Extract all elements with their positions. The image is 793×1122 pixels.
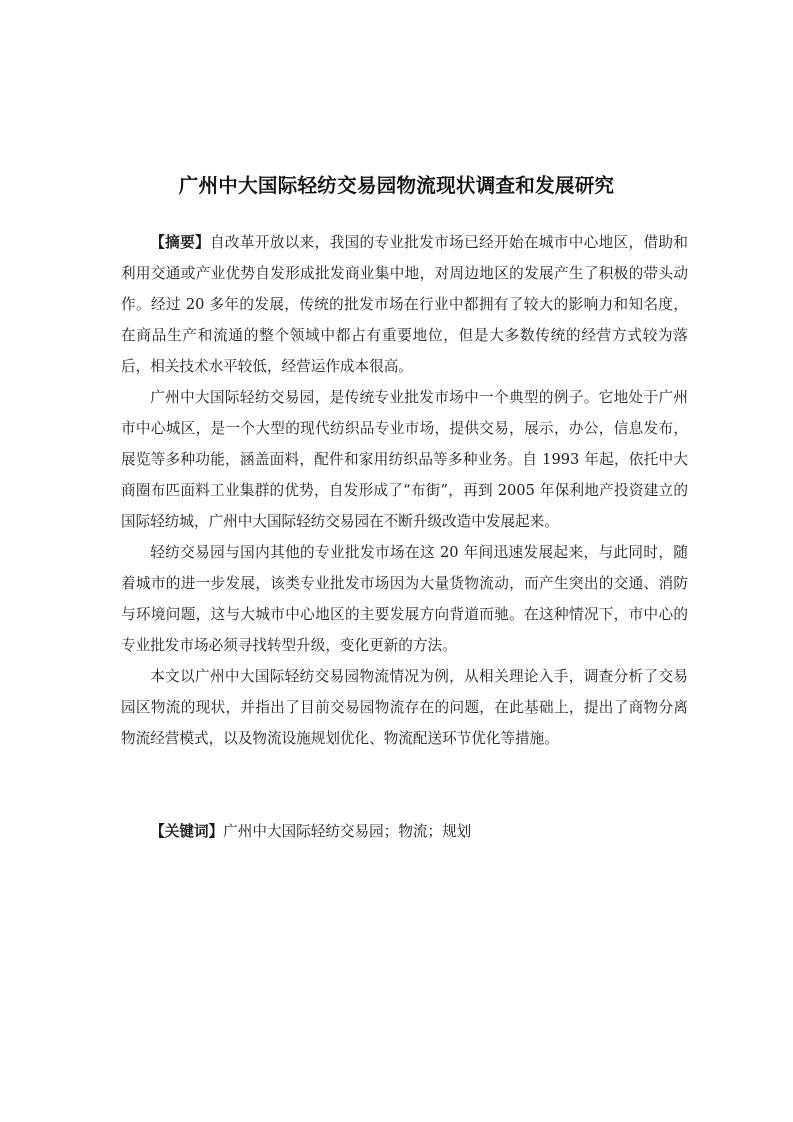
body-paragraph-3: 本文以广州中大国际轻纺交易园物流情况为例，从相关理论入手，调查分析了交易园区物流的现状，并指出了目前交易园物流存在的问题，在此基础上，提出了商物分离物流经营模式，以及物流设施规划优化、物流配送环节优化等措施。	[121, 668, 688, 747]
abstract-label: 【摘要】	[150, 234, 210, 251]
page-title: 广州中大国际轻纺交易园物流现状调查和发展研究	[178, 174, 615, 197]
abstract-paragraph	[121, 227, 688, 382]
keywords-line	[121, 818, 688, 846]
abstract-text: 自改革开放以来，我国的专业批发市场已经开始在城市中心地区，借助和利用交通或产业优势自发形成批发商业集中地，对周边地区的发展产生了积极的带头动作。经过 20 多年的发展，传统的批发市场在行业中都拥有了较大的影响力和知名度，在商品生产和流通的整个领域中都占有重要地位，但是大多数传统的经营方式较为落后，相关技术水平较低，经营运作成本很高。	[121, 234, 688, 375]
body-paragraph-2: 轻纺交易园与国内其他的专业批发市场在这 20 年间迅速发展起来，与此同时，随着城市的进一步发展，该类专业批发市场因为大量货物流动，而产生突出的交通、消防与环境问题，这与大城市中心地区的主要发展方向背道而驰。在这种情况下，市中心的专业批发市场必须寻找转型升级，变化更新的方法。	[121, 544, 688, 654]
keywords-label: 【关键词】	[150, 823, 224, 840]
body-paragraph-1: 广州中大国际轻纺交易园，是传统专业批发市场中一个典型的例子。它地处于广州市中心城区，是一个大型的现代纺织品专业市场，提供交易，展示，办公，信息发布，展览等多种功能，涵盖面料，配件和家用纺织品等多种业务。自 1993 年起，依托中大商圈布匹面料工业集群的优势，自发形成了“布街”，再到 2005 年保利地产投资建立的国际轻纺城，广州中大国际轻纺交易园在不断升级改造中发展起来。	[121, 389, 688, 530]
document-body	[121, 227, 688, 754]
keywords-text: 广州中大国际轻纺交易园；物流；规划	[223, 823, 472, 840]
